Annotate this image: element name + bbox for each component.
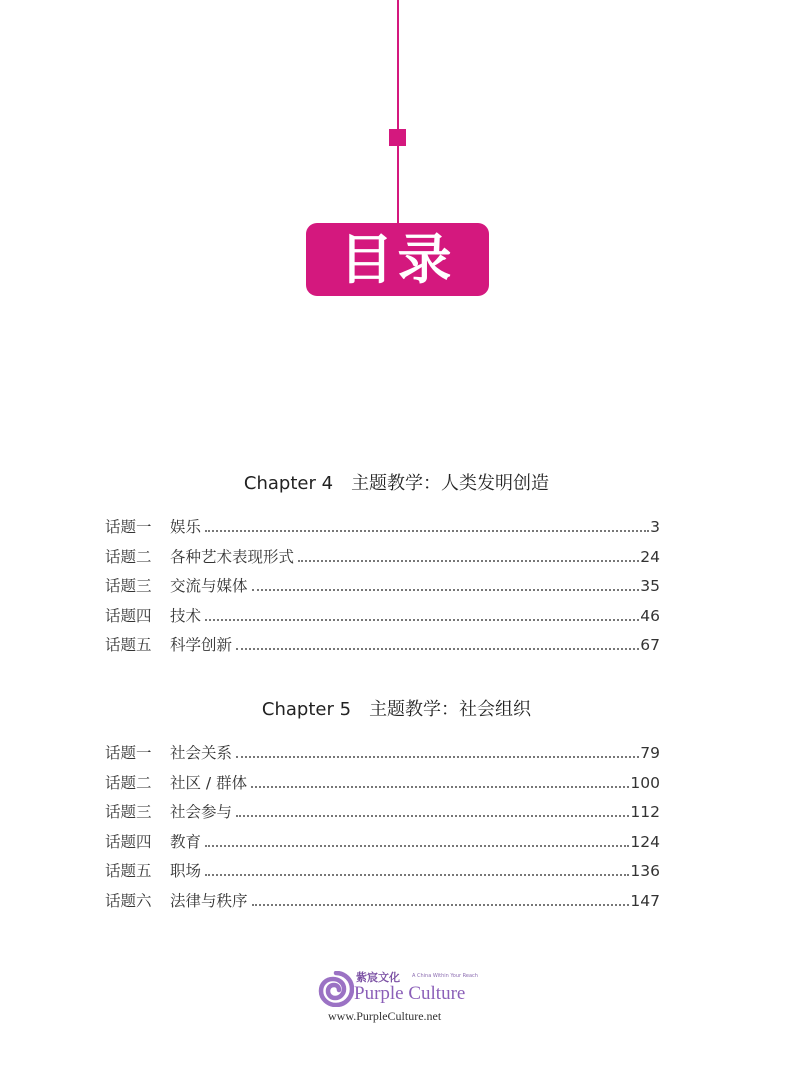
dot-leader [205,529,649,532]
toc-entry[interactable] [105,741,660,771]
toc-topic-label: 话题三 [105,803,152,821]
toc-topic-label: 话题一 [105,518,152,536]
dot-leader [236,755,639,758]
chapter-title: 主题教学：人类发明创造 [351,473,550,494]
logo-chinese-name: 紫宸文化 [356,971,400,984]
decorative-vertical-line [397,0,399,225]
dot-leader [298,559,639,562]
toc-page-number: 46 [640,606,660,625]
logo-url: www.PurpleCulture.net [328,1009,442,1023]
toc-topic-name: 职场 [170,862,202,880]
spiral-emblem-icon [318,971,354,1007]
toc-page-number: 24 [640,547,660,566]
dot-leader [205,618,639,621]
chapter-heading [0,695,793,721]
toc-entry[interactable] [105,574,660,604]
toc-topic-label: 话题四 [105,832,152,851]
toc-page-number: 79 [640,744,660,762]
toc-topic-label: 话题三 [105,577,152,595]
toc-topic-name: 技术 [170,606,202,625]
toc-topic-name: 科学创新 [170,636,233,654]
toc-entry[interactable] [105,771,660,801]
toc-page-number: 3 [650,518,660,536]
toc-entry[interactable] [105,604,660,634]
logo-english-name: Purple Culture [354,983,466,1004]
toc-topic-label: 话题二 [105,547,152,566]
toc-list [105,515,660,663]
dot-leader [236,647,639,650]
toc-topic-name: 法律与秩序 [170,891,248,910]
toc-page-number: 112 [630,803,660,821]
toc-topic-label: 话题六 [105,891,152,910]
toc-topic-name: 社区 / 群体 [170,773,248,792]
toc-entry[interactable] [105,830,660,860]
dot-leader [252,903,630,906]
toc-topic-label: 话题五 [105,862,152,880]
toc-topic-label: 话题五 [105,636,152,654]
chapter-title: 主题教学：社会组织 [369,699,532,720]
toc-topic-name: 社会参与 [170,803,233,821]
dot-leader [252,588,640,591]
toc-entry[interactable] [105,800,660,830]
toc-page-number: 124 [630,832,660,851]
toc-entry[interactable] [105,633,660,663]
toc-topic-label: 话题四 [105,606,152,625]
toc-entry[interactable] [105,545,660,575]
toc-list [105,741,660,918]
toc-topic-name: 娱乐 [170,518,202,536]
toc-page-number: 35 [640,577,660,595]
toc-entry[interactable] [105,515,660,545]
toc-page-number: 100 [630,773,660,792]
toc-topic-label: 话题二 [105,773,152,792]
toc-page-number: 67 [640,636,660,654]
dot-leader [205,873,629,876]
logo-tagline: A China Within Your Reach [412,973,478,979]
toc-page-number: 147 [630,891,660,910]
chapter-number: Chapter 4 [243,473,334,494]
toc-page-number: 136 [630,862,660,880]
dot-leader [236,814,629,817]
toc-topic-label: 话题一 [105,744,152,762]
chapter-heading [0,469,793,495]
purple-culture-logo [318,967,488,1027]
dot-leader [251,785,629,788]
toc-topic-name: 教育 [170,832,202,851]
dot-leader [205,844,629,847]
decorative-square [389,129,406,146]
toc-entry[interactable] [105,859,660,889]
chapter-number: Chapter 5 [261,699,352,720]
toc-entry[interactable] [105,889,660,919]
toc-topic-name: 交流与媒体 [170,577,248,595]
page-title: 目录 [306,223,489,296]
toc-topic-name: 社会关系 [170,744,233,762]
toc-topic-name: 各种艺术表现形式 [170,547,295,566]
